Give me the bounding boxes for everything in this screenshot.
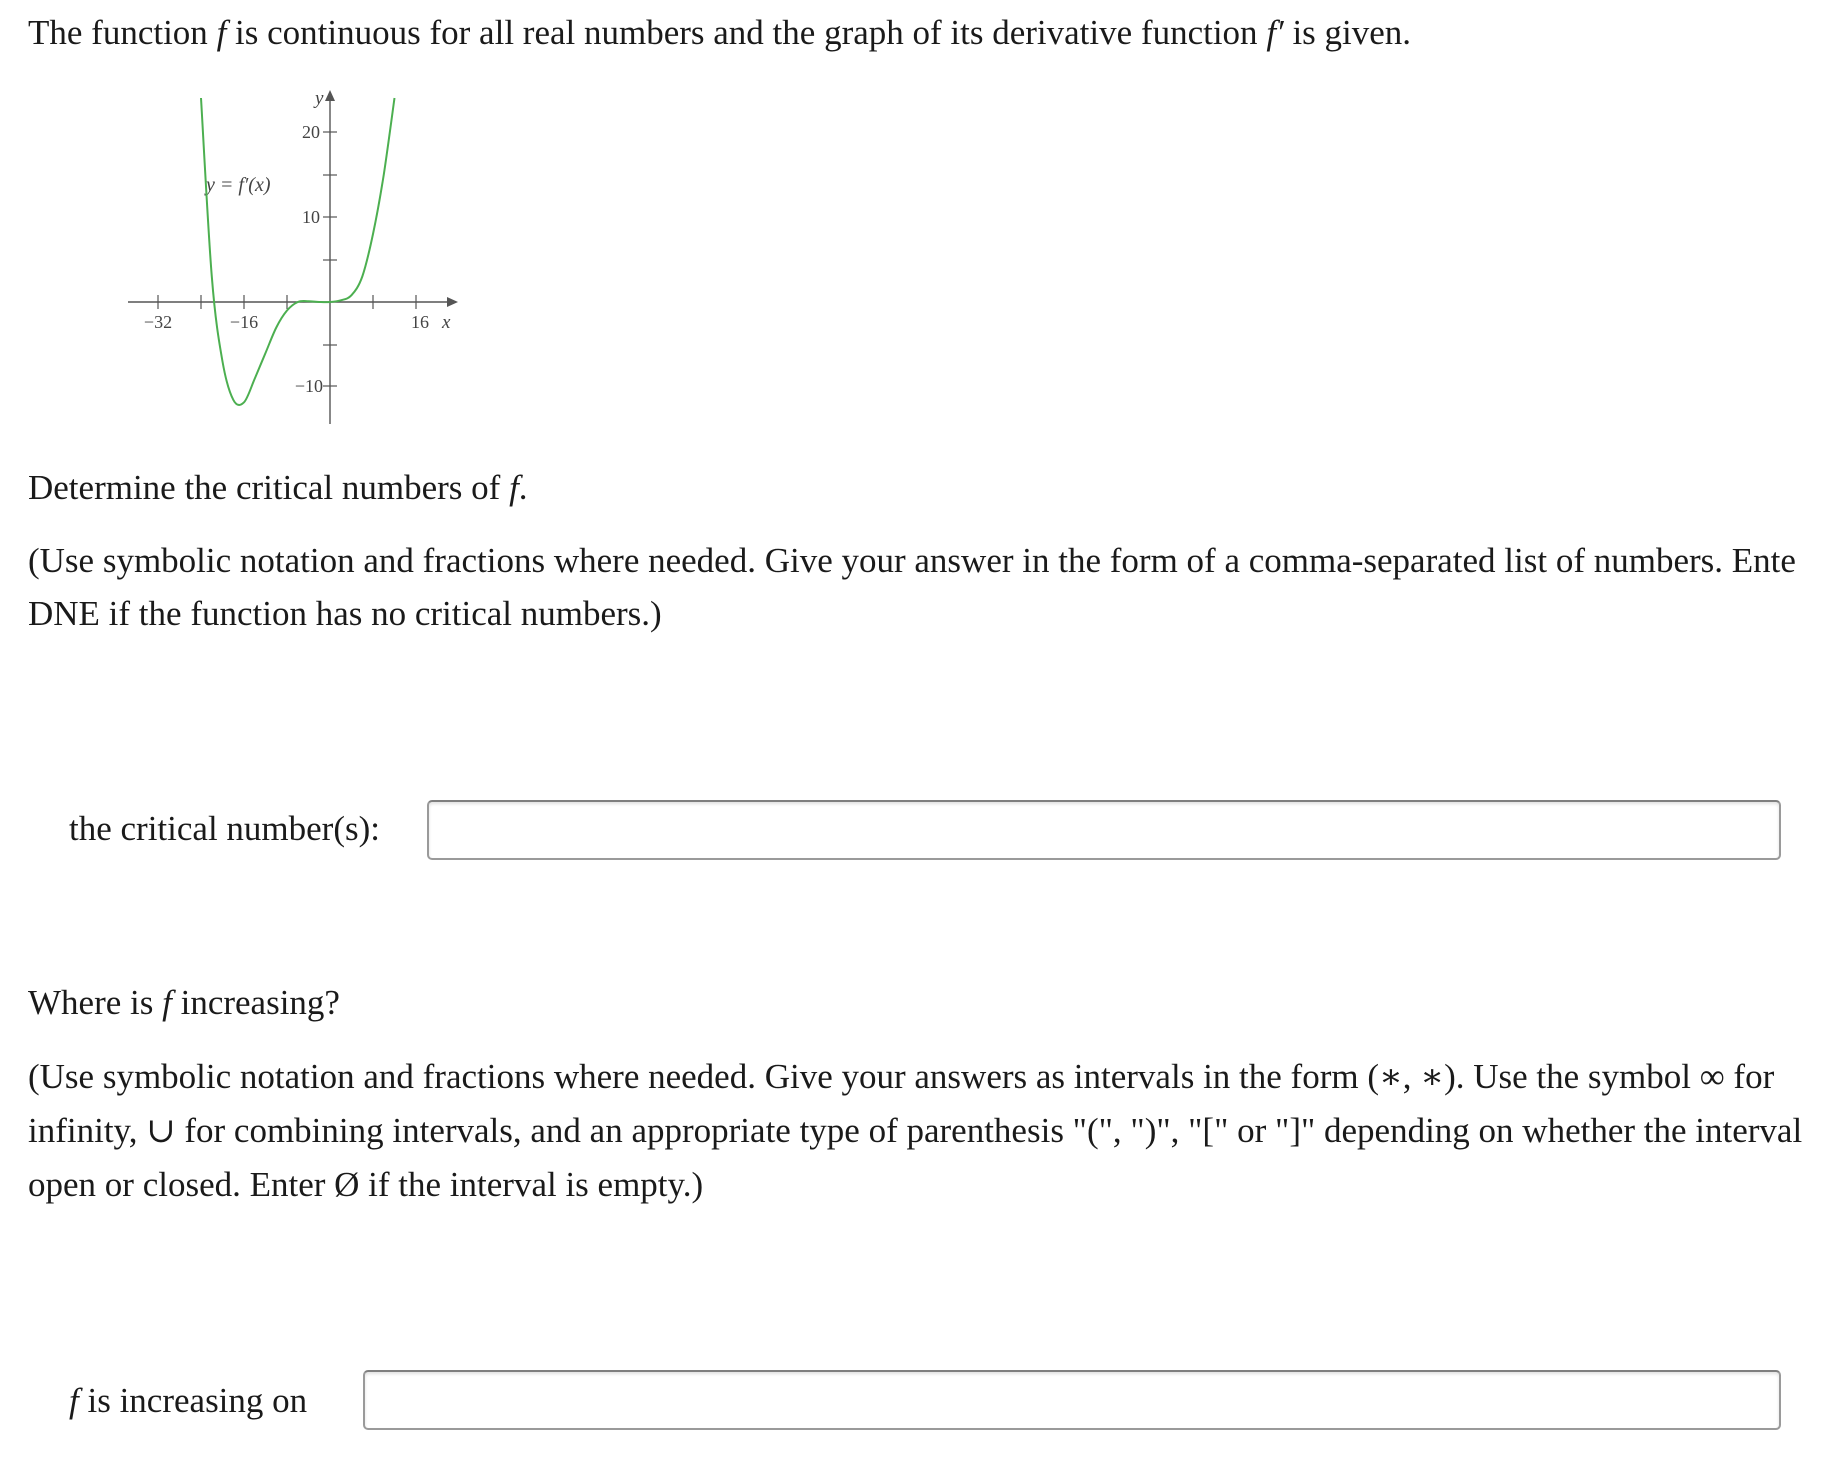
function-symbol: f <box>216 13 227 52</box>
derivative-curve <box>201 98 395 405</box>
function-label: y = f′(x) <box>206 174 271 196</box>
function-symbol: f <box>69 1381 79 1420</box>
derivative-symbol: f′ <box>1266 13 1284 52</box>
increasing-label-text: is increasing on <box>78 1381 308 1420</box>
derivative-graph <box>120 84 480 434</box>
critical-prompt-part2: . <box>518 468 528 507</box>
function-symbol: f <box>509 468 519 507</box>
increasing-label <box>69 1374 307 1427</box>
increasing-instructions-line1: (Use symbolic notation and fractions where needed. Give your answers as intervals in the form (∗, ∗). Use the symbol ∞ for <box>28 1057 1775 1096</box>
critical-number-label: the critical number(s): <box>69 809 380 848</box>
intro-part2: is continuous for all real numbers and the graph of its derivative function <box>226 13 1267 52</box>
increasing-prompt-part1: Where is <box>28 983 163 1022</box>
intro-text <box>28 6 1411 59</box>
x-axis-label: x <box>442 312 451 333</box>
critical-instructions-line2: DNE if the function has no critical numbers.) <box>28 594 662 633</box>
increasing-instructions-line3: open or closed. Enter Ø if the interval is empty.) <box>28 1165 704 1204</box>
critical-prompt <box>28 461 528 514</box>
y-axis-arrow <box>325 90 335 101</box>
y-tick-label-20: 20 <box>302 122 320 142</box>
increasing-instructions-line2: infinity, ∪ for combining intervals, and an appropriate type of parenthesis "(", ")", "[" or "]" depending on whether the interval <box>28 1111 1803 1150</box>
critical-number-input[interactable] <box>427 800 1781 860</box>
y-axis-label: y <box>315 88 324 109</box>
intro-part1: The function <box>28 13 217 52</box>
x-axis-arrow <box>447 297 458 307</box>
increasing-interval-input[interactable] <box>363 1370 1781 1430</box>
x-tick-label-neg16: −16 <box>229 312 259 332</box>
increasing-prompt <box>28 976 340 1029</box>
x-tick-label-neg32: −32 <box>143 312 173 332</box>
derivative-graph-svg <box>120 84 480 434</box>
intro-part3: is given. <box>1283 13 1412 52</box>
critical-prompt-part1: Determine the critical numbers of <box>28 468 510 507</box>
y-tick-label-neg10: −10 <box>294 376 323 396</box>
function-symbol: f <box>162 983 172 1022</box>
critical-instructions-line1: (Use symbolic notation and fractions where needed. Give your answer in the form of a comma-separated list of numbers. Ente <box>28 541 1796 580</box>
increasing-prompt-part2: increasing? <box>171 983 340 1022</box>
x-tick-label-16: 16 <box>411 312 429 332</box>
y-tick-label-10: 10 <box>302 207 320 227</box>
